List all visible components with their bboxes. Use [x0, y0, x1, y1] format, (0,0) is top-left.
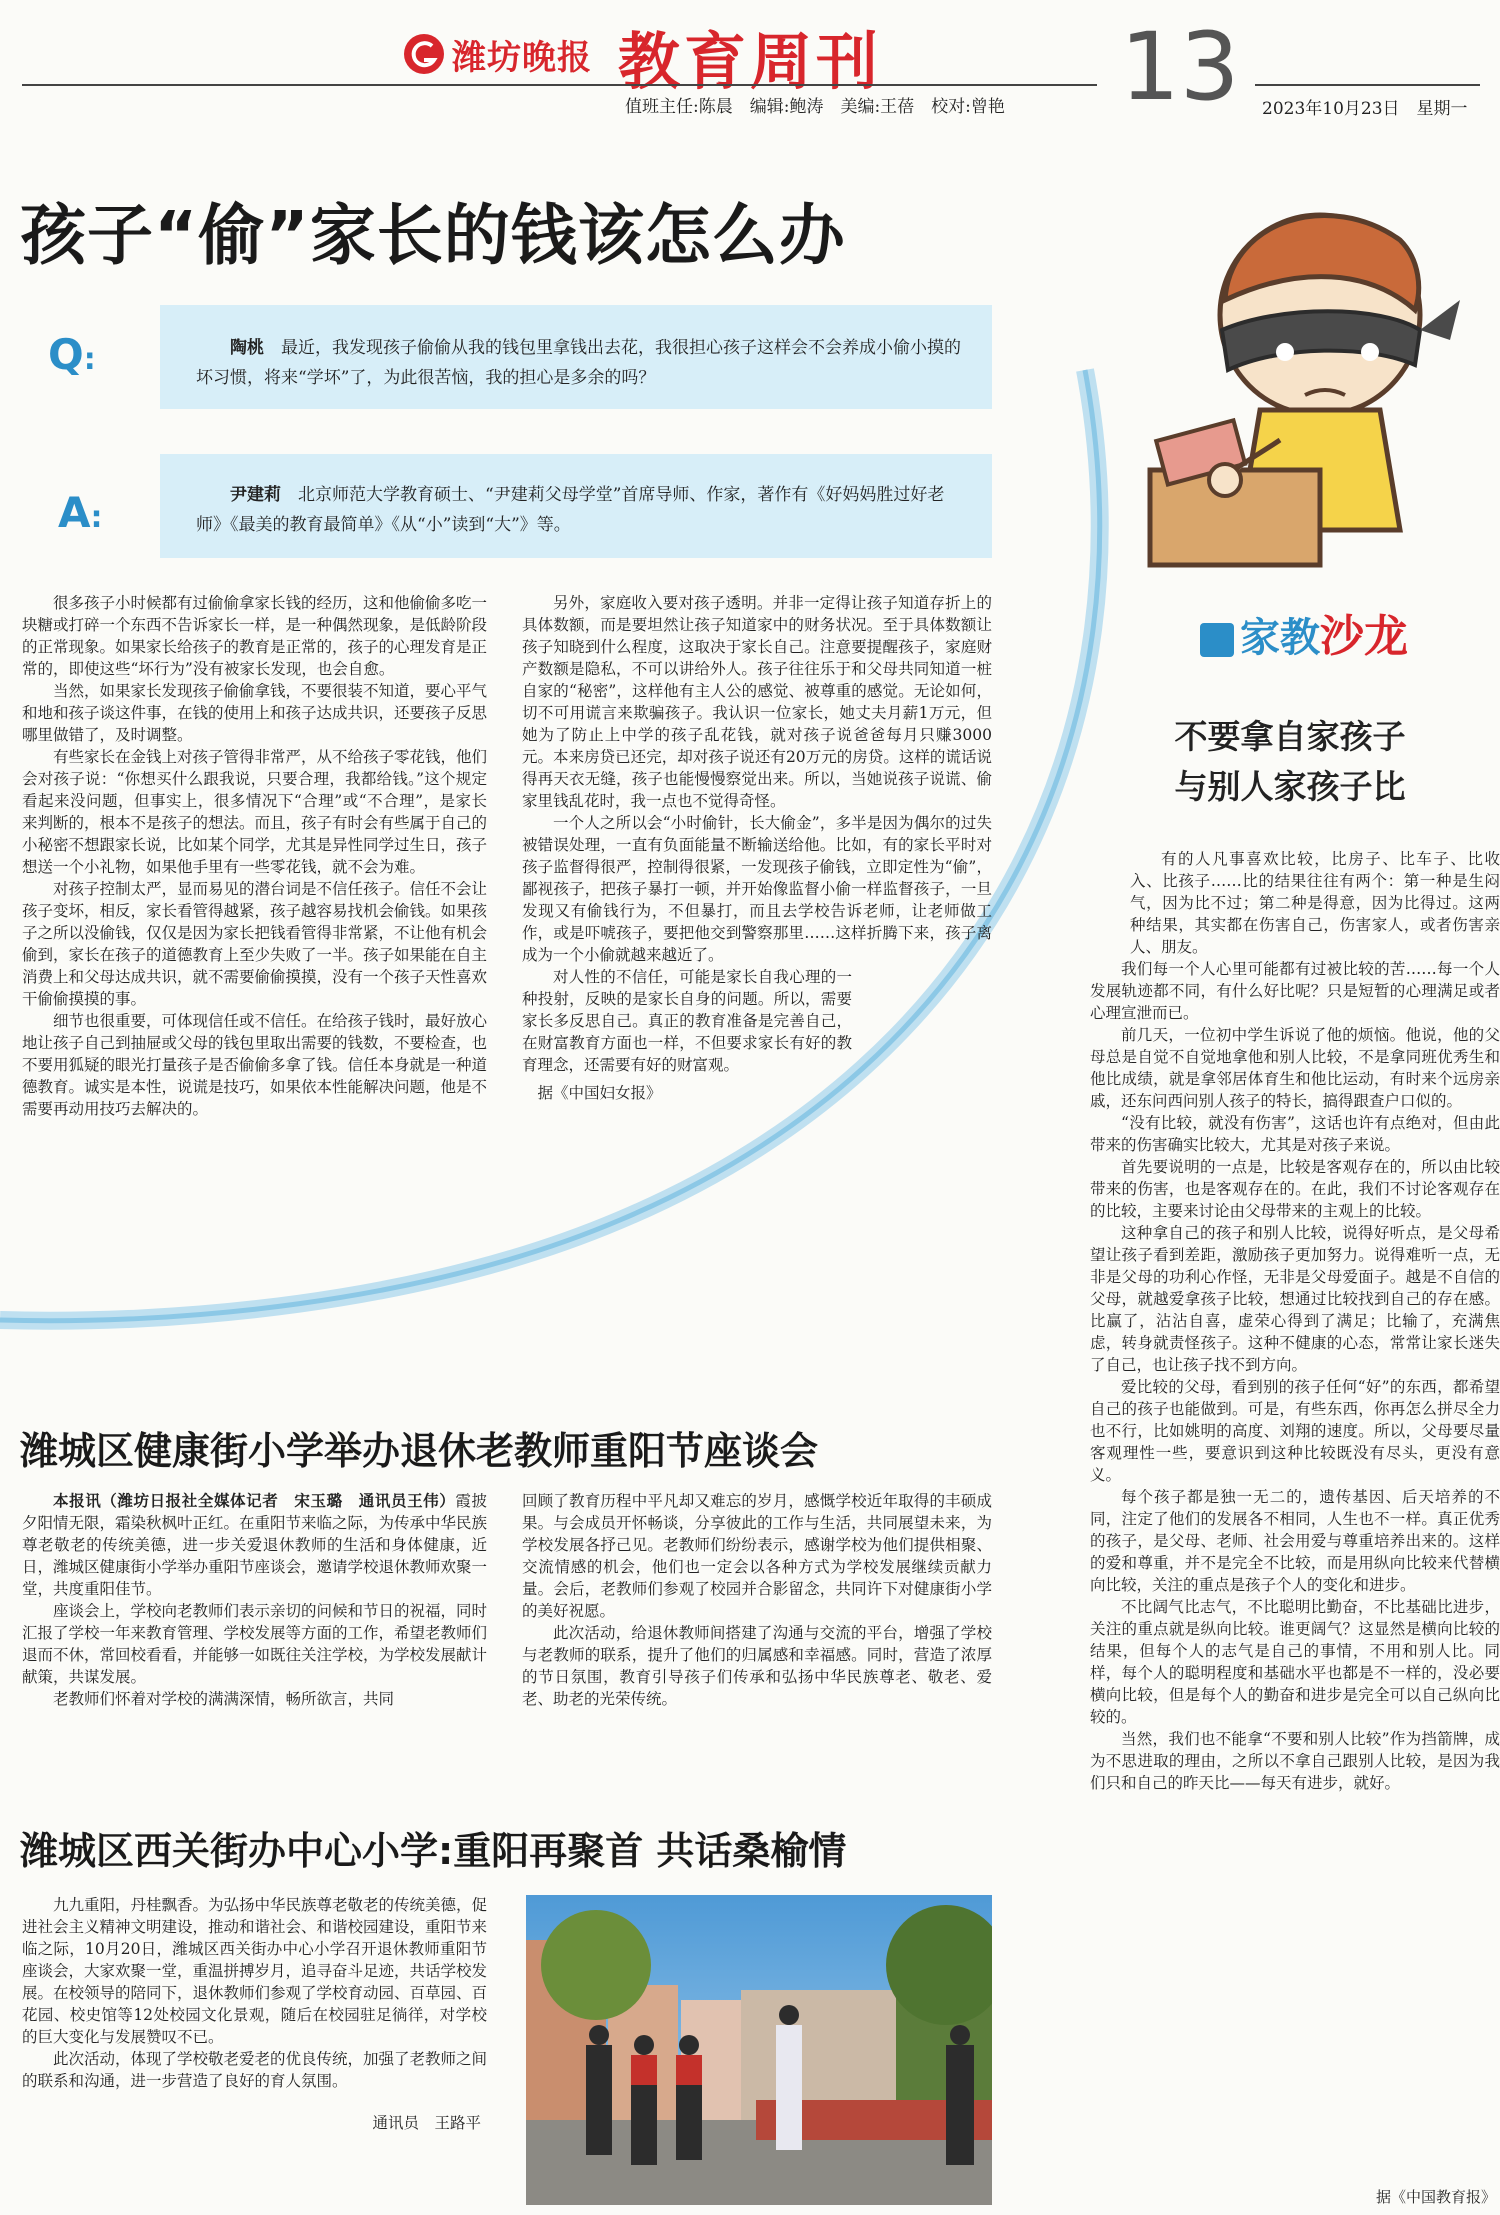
- sidebar-para: 爱比较的父母，看到别的孩子任何“好”的东西，都希望自己的孩子也能做到。可是，有些东西，你再怎么拼尽全力也不行，比如姚明的高度、刘翔的速度。所以，父母要尽量客观理性一些，要意识到这种比较既没有尽头，更没有意义。: [1090, 1378, 1500, 1484]
- article3-headline: 潍城区西关街办中心小学:重阳再聚首 共话桑榆情: [20, 1829, 847, 1873]
- lead-column-2: [522, 592, 992, 1104]
- sidebar-column-logo: [1200, 600, 1408, 664]
- sidebar-headline-line2: 与别人家孩子比: [1174, 767, 1406, 806]
- article2-column-2: [522, 1490, 992, 1710]
- article2-para: 回顾了教育历程中平凡却又难忘的岁月，感慨学校近年取得的丰硕成果。与会成员开怀畅谈，分享彼此的工作与生活，共同展望未来，为学校发展各抒己见。老教师们纷纷表示，感谢学校为他们提供相聚、交流情感的机会，他们也一定会以各种方式为学校发展继续贡献力量。会后，老教师们参观了校园并合影留念，共同许下对健康街小学的美好祝愿。: [522, 1492, 992, 1620]
- lead-col1-para: 当然，如果家长发现孩子偷偷拿钱，不要很装不知道，要心平气和地和孩子谈这件事，在钱的使用上和孩子达成共识，还要孩子反思哪里做错了，及时调整。: [22, 682, 488, 744]
- column-name-part-a: 家教: [1240, 615, 1320, 661]
- article3-byline: 通讯员 王路平: [372, 2114, 481, 2132]
- page-number: 13: [1120, 13, 1240, 122]
- article2-para: 此次活动，给退休教师间搭建了沟通与交流的平台，增强了学校与老教师的联系，提升了他们的归属感和幸福感。同时，营造了浓厚的节日氛围，教育引导孩子们传承和弘扬中华民族尊老、敬老、爱老、助老的光荣传统。: [522, 1624, 992, 1708]
- sidebar-para: “没有比较，就没有伤害”，这话也许有点绝对，但由此带来的伤害确实比较大，尤其是对孩子来说。: [1090, 1114, 1500, 1154]
- sidebar-para: 首先要说明的一点是，比较是客观存在的，所以由比较带来的伤害，也是客观存在的。在此，我们不讨论客观存在的比较，主要来讨论由父母带来的主观上的比较。: [1090, 1158, 1500, 1220]
- masthead: [0, 0, 1500, 125]
- article2-para: [22, 1490, 487, 1600]
- question-badge: Q:: [48, 330, 96, 379]
- sidebar-para: 每个孩子都是独一无二的，遗传基因、后天培养的不同，注定了他们的发展各不相同，人生也不一样。真正优秀的孩子，是父母、老师、社会用爱与尊重培养出来的。这样的爱和尊重，并不是完全不比较，而是用纵向比较来代替横向比较，关注的重点是孩子个人的变化和进步。: [1090, 1488, 1500, 1594]
- sidebar-source: 据《中国教育报》: [1375, 2188, 1496, 2206]
- article2-para: 座谈会上，学校向老教师们表示亲切的问候和节日的祝福，同时汇报了学校一年来教育管理、学校发展等方面的工作，希望老教师们退而不休，常回校看看，并能够一如既往关注学校，为学校发展献计献策，共谋发展。: [22, 1602, 488, 1686]
- lead-col2-para: 一个人之所以会“小时偷针，长大偷金”，多半是因为偶尔的过失被错误处理，一直有负面能量不断输送给他。比如，有的家长平时对孩子监督得很严，控制得很紧，一发现孩子偷钱，立即定性为“偷”，鄙视孩子，把孩子暴打一顿，并开始像监督小偷一样监督孩子，一旦发现又有偷钱行为，不但暴打，而且去学校告诉老师，让老师做工作，或是吓唬孩子，要把他交到警察那里……这样折腾下来，孩子离成为一个小偷就越来越近了。: [522, 814, 992, 964]
- a-name: 尹建莉: [230, 485, 281, 505]
- lead-column-1: [22, 592, 487, 1120]
- article3-para: 此次活动，体现了学校敬老爱老的优良传统，加强了老教师之间的联系和沟通，进一步营造了良好的育人氛围。: [22, 2050, 488, 2090]
- lead-col2-para: 另外，家庭收入要对孩子透明。并非一定得让孩子知道存折上的具体数额，而是要坦然让孩子知道家中的财务状况。至于具体数额让孩子知晓到什么程度，这取决于家长自己。注意要提醒孩子，家庭财产数额是隐私，不可以讲给外人。孩子往往乐于和父母共同知道一桩自家的“秘密”，这样他有主人公的感觉、被尊重的感觉。无论如何，切不可用谎言来欺骗孩子。我认识一位家长，她丈夫月薪1万元，但她为了防止上中学的孩子乱花钱，就对孩子说爸爸每月只赚3000元。本来房贷已还完，却对孩子说还有20万元的房贷。这样的谎话说得再天衣无缝，孩子也能慢慢察觉出来。所以，当她说孩子说谎、偷家里钱乱花时，我一点也不觉得奇怪。: [522, 594, 992, 810]
- lead-col2-para: 对人性的不信任，可能是家长自我心理的一种投射，反映的是家长自身的问题。所以，需要家长多反思自己。真正的教育准备是完善自己，在财富教育方面也一样，不但要求家长有好的教育理念，还需要有好的财富观。: [522, 968, 852, 1074]
- staff-list: 值班主任:陈晨 编辑:鲍涛 美编:王蓓 校对:曾艳: [625, 97, 1005, 117]
- q-name: 陶桃: [230, 338, 264, 358]
- chalkboard-icon: [1200, 623, 1234, 657]
- sidebar-para: 有的人凡事喜欢比较，比房子、比车子、比收入、比孩子……比的结果往往有两个：第一种是生闷气，因为比不过；第二种是得意，因为比得过。这两种结果，其实都在伤害自己，伤害家人，或者伤害亲人、朋友。: [1130, 850, 1500, 956]
- a-label: A: [58, 488, 91, 537]
- article2-column-1: [22, 1490, 487, 1710]
- article2-lead-text: 霞披夕阳情无限，霜染秋枫叶正红。在重阳节来临之际，为传承中华民族尊老敬老的传统美德，进一步关爱退休教师的生活和身体健康，近日，潍城区健康街小学举办重阳节座谈会，邀请学校退休教师欢聚一堂，共度重阳佳节。: [22, 1492, 488, 1598]
- event-photo: [526, 1895, 992, 2205]
- paper-name: 潍坊晚报: [452, 38, 592, 78]
- section-title: 教育周刊: [618, 25, 883, 98]
- lead-col1-para: 细节也很重要，可体现信任或不信任。在给孩子钱时，最好放心地让孩子自己到抽屉或父母的钱包里取出需要的钱数，不要检查，也不要用狐疑的眼光打量孩子是否偷偷多拿了钱。信任本身就是一种道德教育。诚实是本性，说谎是技巧，如果依本性能解决问题，他是不需要再动用技巧去解决的。: [22, 1012, 488, 1118]
- article2-para: 老教师们怀着对学校的满满深情，畅所欲言，共同: [53, 1690, 395, 1708]
- article3-column: [22, 1894, 487, 2134]
- q-label: Q: [48, 330, 84, 379]
- masthead-rule-right: [1255, 84, 1480, 86]
- sidebar-para: 前几天，一位初中学生诉说了他的烦恼。他说，他的父母总是自觉不自觉地拿他和别人比较，不是拿同班优秀生和他比成绩，就是拿邻居体育生和他比运动，有时来个远房亲戚，还东问西问别人孩子的特长，搞得跟查户口似的。: [1090, 1026, 1500, 1110]
- q-text: 最近，我发现孩子偷偷从我的钱包里拿钱出去花，我很担心孩子这样会不会养成小偷小摸的坏习惯，将来“学坏”了，为此很苦恼，我的担心是多余的吗？: [196, 338, 961, 388]
- lead-headline: 孩子“偷”家长的钱该怎么办: [20, 197, 846, 274]
- column-name-part-b: 沙龙: [1320, 611, 1408, 662]
- newspaper-logo-icon: [402, 32, 446, 76]
- cartoon-child-illustration: [1130, 180, 1470, 570]
- answer-badge: A:: [58, 488, 103, 537]
- sidebar-para: 不比阔气比志气，不比聪明比勤奋，不比基础比进步，关注的重点就是纵向比较。谁更阔气？这显然是横向比较的结果，但每个人的志气是自己的事情，不用和别人比。同样，每个人的聪明程度和基础水平也都是不一样的，没必要横向比较，但是每个人的勤奋和进步是完全可以自己纵向比较的。: [1090, 1598, 1500, 1726]
- lead-source: 据《中国妇女报》: [537, 1084, 662, 1102]
- sidebar-para: 当然，我们也不能拿“不要和别人比较”作为挡箭牌，成为不思进取的理由，之所以不拿自己跟别人比较，是因为我们只和自己的昨天比——每天有进步，就好。: [1090, 1730, 1500, 1792]
- sidebar-headline: [1090, 712, 1490, 812]
- sidebar-column: [1090, 848, 1500, 1794]
- sidebar-para: 我们每一个人心里可能都有过被比较的苦……每一个人发展轨迹都不同，有什么好比呢？只是短暂的心理满足或者心理宣泄而已。: [1090, 960, 1500, 1022]
- a-text: 北京师范大学教育硕士、“尹建莉父母学堂”首席导师、作家，著作有《好妈妈胜过好老师》《最美的教育最简单》《从“小”读到“大”》等。: [196, 485, 945, 535]
- masthead-rule-left: [22, 84, 1097, 86]
- lead-col1-para: 有些家长在金钱上对孩子管得非常严，从不给孩子零花钱，他们会对孩子说：“你想买什么跟我说，只要合理，我都给钱。”这个规定看起来没问题，但事实上，很多情况下“合理”或“不合理”，是家长来判断的，根本不是孩子的想法。而且，孩子有时会有些属于自己的小秘密不想跟家长说，比如某个同学，尤其是异性同学过生日，孩子想送一个小礼物，如果他手里有一些零花钱，就不会为难。: [22, 748, 488, 876]
- article2-byline: 本报讯（潍坊日报社全媒体记者 宋玉璐 通讯员王伟）: [53, 1491, 456, 1510]
- sidebar-headline-line1: 不要拿自家孩子: [1174, 717, 1406, 756]
- lead-col1-para: 很多孩子小时候都有过偷偷拿家长钱的经历，这和他偷偷多吃一块糖或打碎一个东西不告诉家长一样，是一种偶然现象，是低龄阶段的正常现象。如果家长给孩子的教育是正常的，孩子的心理发育是正常的，即使这些“坏行为”没有被家长发现，也会自愈。: [22, 594, 488, 678]
- issue-date: 2023年10月23日 星期一: [1262, 99, 1468, 119]
- lead-col1-para: 对孩子控制太严，显而易见的潜台词是不信任孩子。信任不会让孩子变坏，相反，家长看管得越紧，孩子越容易找机会偷钱。如果孩子之所以没偷钱，仅仅是因为家长把钱看管得非常紧，不让他有机会偷到，家长在孩子的道德教育上至少失败了一半。孩子如果能在自主消费上和父母达成共识，就不需要偷偷摸摸，没有一个孩子天性喜欢干偷偷摸摸的事。: [22, 880, 488, 1008]
- article2-headline: 潍城区健康街小学举办退休老教师重阳节座谈会: [20, 1429, 819, 1473]
- article3-para: 九九重阳，丹桂飘香。为弘扬中华民族尊老敬老的传统美德，促进社会主义精神文明建设，推动和谐社会、和谐校园建设，重阳节来临之际，10月20日，潍城区西关街办中心小学召开退休教师重阳节座谈会，大家欢聚一堂，重温拼搏岁月，追寻奋斗足迹，共话学校发展。在校领导的陪同下，退休教师们参观了学校育动园、百草园、百花园、校史馆等12处校园文化景观，随后在校园驻足徜徉，对学校的巨大变化与发展赞叹不已。: [22, 1896, 488, 2046]
- sidebar-para: 这种拿自己的孩子和别人比较，说得好听点，是父母希望让孩子看到差距，激励孩子更加努力。说得难听一点，无非是父母的功利心作怪，无非是父母爱面子。越是不自信的父母，就越爱拿孩子比较，想通过比较找到自己的存在感。比赢了，沾沾自喜，虚荣心得到了满足；比输了，充满焦虑，转身就责怪孩子。这种不健康的心态，常常让家长迷失了自己，也让孩子找不到方向。: [1090, 1224, 1500, 1374]
